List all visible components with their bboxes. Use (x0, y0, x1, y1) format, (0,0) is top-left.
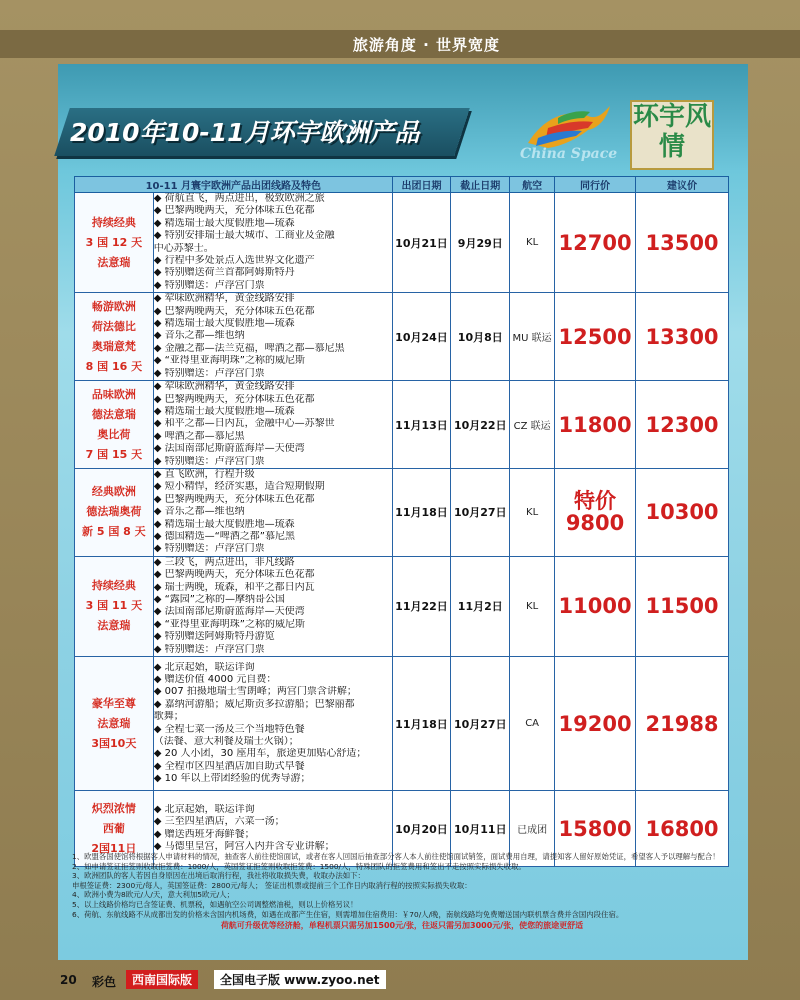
deadline-date: 10月11日 (451, 791, 510, 867)
route-name-line: 7 国 15 天 (85, 447, 143, 461)
slogan: 旅游角度 · 世界宽度 (352, 36, 500, 54)
page-title: 2010年10-11月环宇欧洲产品 (70, 118, 420, 147)
table-row (75, 468, 729, 556)
col-header-route: 10-11 月寰宇欧洲产品出团线路及特色 (75, 177, 393, 193)
table-row (75, 556, 729, 656)
feature-line: ◆ 20 人小团，30 座用车，旅途更加贴心舒适； (153, 748, 367, 760)
table-row (75, 381, 729, 469)
route-name-line: 法意瑞 (97, 716, 131, 730)
note-line: 6、荷航、东航线路不从成都出发的价格未含国内机场费，如遇在成都产生住宿，则需增加住宿费用：￥70/人/晚，南航线路均免费赠送国内联机票含费并含国内段住宿。 (72, 909, 624, 919)
deadline-date: 10月27日 (451, 657, 510, 791)
airline: KL (510, 193, 555, 293)
feature-line: ◆ 德国精选—“啤酒之都”慕尼黑 (153, 530, 295, 542)
route-name-line: 经典欧洲 (91, 485, 136, 499)
departure-date: 10月21日 (392, 193, 451, 293)
feature-line: ◆ 特别赠送：卢浮宫门票 (153, 643, 265, 655)
feature-line: ◆ 特别赠送阿姆斯特丹游览 (153, 631, 275, 643)
feature-line: ◆ 巴黎两晚两天，充分体味五色花都 (153, 493, 315, 505)
route-features (153, 468, 392, 556)
feature-line: ◆ 和平之都—日内瓦，金融中心—苏黎世 (153, 418, 335, 430)
route-name (75, 381, 154, 469)
route-name-line: 奥比荷 (97, 427, 131, 441)
route-name-line: 豪华至尊 (91, 696, 136, 710)
feature-line: ◆ 巴黎两晚两天，充分体味五色花都 (153, 305, 315, 317)
suggested-price: 10300 (636, 468, 729, 556)
airline: CZ 联运 (510, 381, 555, 469)
airline: KL (510, 468, 555, 556)
route-name-line: 持续经典 (91, 215, 136, 229)
col-header-peer-price: 同行价 (555, 177, 636, 193)
suggested-price: 12300 (636, 381, 729, 469)
feature-line: ◆ 啤酒之都—慕尼黑 (153, 430, 245, 442)
airline: KL (510, 556, 555, 656)
airline: 已成团 (510, 791, 555, 867)
deadline-date: 10月27日 (451, 468, 510, 556)
feature-line: ◆ 全程市区四星酒店加自助式早餐 (153, 760, 305, 772)
suggested-price: 13500 (636, 193, 729, 293)
peer-price: 12700 (555, 193, 636, 293)
route-name-line: 德法意瑞 (91, 407, 136, 421)
feature-line: ◆ 特别赠送：卢浮宫门票 (153, 543, 265, 555)
feature-line: ◆ 特别赠送：卢浮宫门票 (153, 279, 265, 291)
peer-price: 19200 (555, 657, 636, 791)
departure-date: 10月24日 (392, 293, 451, 381)
route-name-line: 奥瑞意梵 (91, 339, 136, 353)
logo-en: China Space (520, 146, 618, 162)
feature-line: ◆ 巴黎两晚两天，充分体味五色花都 (153, 205, 315, 217)
departure-date: 10月20日 (392, 791, 451, 867)
route-name-line: 3国10天 (91, 736, 137, 750)
suggested-price: 11500 (636, 556, 729, 656)
route-name-line: 德法瑞奥荷 (86, 505, 142, 519)
route-name-line: 持续经典 (91, 579, 136, 593)
product-table (74, 176, 729, 867)
route-name-line: 炽烈浓情 (91, 801, 136, 815)
route-features (153, 193, 392, 293)
peer-price: 11000 (555, 556, 636, 656)
peer-price: 11800 (555, 381, 636, 469)
deadline-date: 11月2日 (451, 556, 510, 656)
route-name (75, 657, 154, 791)
route-name-line: 西葡 (102, 821, 125, 835)
feature-line: ◆ 音乐之都—维也纳 (153, 506, 245, 518)
feature-line: ◆ 007 拍摄地瑞士雪朗峰；两宫门票含讲解； (153, 686, 357, 698)
feature-line: ◆ 巴黎两晚两天，充分体味五色花都 (153, 569, 315, 581)
suggested-price: 21988 (636, 657, 729, 791)
feature-line: ◆ “亚得里亚海明珠”之称的威尼斯 (153, 618, 305, 630)
departure-date: 11月18日 (392, 468, 451, 556)
feature-line: ◆ 精选瑞士最大度假胜地—琉森 (153, 318, 295, 330)
logo (518, 98, 718, 170)
route-name-line: 法意瑞 (97, 619, 131, 633)
deadline-date: 9月29日 (451, 193, 510, 293)
notes (72, 852, 732, 931)
feature-line: 歌舞； (153, 711, 184, 723)
route-features (153, 556, 392, 656)
page-number: 20 (60, 973, 77, 987)
note-line: 2、如申请签证拒签则收取拒签费：1000/人，英国签证拒签则收取拒签费：1500/人，特殊团队的拒签费用和签出不走按照实际损失收取。 (72, 861, 526, 871)
feature-line: （法餐、意大利餐及瑞士火锅）； (153, 735, 299, 747)
feature-line: ◆ 马德里皇宫，阿宫入内并含专业讲解； (153, 840, 335, 852)
route-name-line: 品味欧洲 (91, 387, 136, 401)
feature-line: ◆ 巴黎两晚两天，充分体味五色花都 (153, 393, 315, 405)
route-name-line: 8 国 16 天 (85, 359, 143, 373)
edition-label: 西南国际版 (126, 970, 198, 989)
departure-date: 11月22日 (392, 556, 451, 656)
route-features (153, 381, 392, 469)
route-features (153, 293, 392, 381)
route-name-line: 法意瑞 (97, 255, 131, 269)
route-name-line: 畅游欧洲 (91, 299, 136, 313)
table-header-row (75, 177, 729, 193)
deadline-date: 10月8日 (451, 293, 510, 381)
peer-price: 15800 (555, 791, 636, 867)
feature-line: ◆ 嘉纳河游船；威尼斯贡多拉游船；巴黎丽都 (153, 698, 355, 710)
feature-line: ◆ 全程七菜一汤及三个当地特色餐 (153, 723, 305, 735)
feature-line: ◆ 瑞士两晚，琉森，和平之都日内瓦 (153, 581, 315, 593)
suggested-price: 16800 (636, 791, 729, 867)
airline: MU 联运 (510, 293, 555, 381)
feature-line: ◆ 特别安排瑞士最大城市、工商业及金融 (153, 230, 335, 242)
feature-line: ◆ 三至四星酒店，六菜一汤； (153, 816, 285, 828)
route-name (75, 556, 154, 656)
route-name-line: 2国11日 (91, 841, 137, 855)
feature-line: ◆ 法国南部尼斯蔚蓝海岸—天使湾 (153, 606, 305, 618)
table-body (75, 193, 729, 867)
feature-line: ◆ 赠送西班牙海鲜餐； (153, 828, 255, 840)
feature-line: ◆ 10 年以上带团经验的优秀导游； (153, 773, 311, 785)
route-features (153, 657, 392, 791)
feature-line: ◆ 荷航直飞，两点进出，极致欧洲之旅 (153, 193, 325, 204)
feature-line: ◆ 法国南部尼斯蔚蓝海岸—天使湾 (153, 443, 305, 455)
feature-line: ◆ 直飞欧洲，行程升级 (153, 468, 255, 480)
departure-date: 11月13日 (392, 381, 451, 469)
note-line: 申根签证费：2300元/每人，英国签证费：2800元/每人； 签证出机票或提前三个工作日内取消行程的按照实际损失收取： (72, 880, 472, 890)
route-name-line: 3 国 12 天 (85, 235, 143, 249)
feature-line: ◆ 北京起始，联运详询 (153, 661, 255, 673)
feature-line: ◆ 特别赠送荷兰首都阿姆斯特丹 (153, 267, 295, 279)
feature-line: ◆ 荤味欧洲精华，黄金线路安排 (153, 293, 295, 305)
logo-cn-text: 环宇风情 (632, 102, 711, 162)
table-row (75, 193, 729, 293)
airline: CA (510, 657, 555, 791)
feature-line: ◆ 精选瑞士最大度假胜地—琉森 (153, 405, 295, 417)
feature-line: ◆ 三段飞，两点进出，非凡线路 (153, 556, 295, 568)
website-link[interactable]: 全国电子版 www.zyoo.net (214, 970, 386, 989)
feature-line: ◆ 行程中多处景点入选世界文化遗产 (153, 255, 315, 267)
route-name (75, 193, 154, 293)
col-header-suggested-price: 建议价 (636, 177, 729, 193)
highlight-note: 荷航可升级优等经济舱，单程机票只需另加1500元/张，往返只需另加3000元/张，使您的旅途更舒适 (220, 921, 584, 931)
peer-price: 特价 9800 (555, 468, 636, 556)
feature-line: ◆ 荤味欧洲精华，黄金线路安排 (153, 381, 295, 393)
table-row (75, 293, 729, 381)
feature-line: ◆ 北京起始，联运详询 (153, 803, 255, 815)
route-name (75, 293, 154, 381)
departure-date: 11月18日 (392, 657, 451, 791)
suggested-price: 13300 (636, 293, 729, 381)
route-name (75, 468, 154, 556)
feature-line: ◆ 精选瑞士最大度假胜地—琉森 (153, 518, 295, 530)
route-name-line: 新 5 国 8 天 (82, 525, 146, 539)
notes-list (72, 852, 732, 919)
feature-line: ◆ 赠送价值 4000 元自费： (153, 673, 277, 685)
note-line: 5、以上线路价格均已含签证费、机票税，如遇航空公司调整燃油税，则以上价格另议！ (72, 899, 358, 909)
route-name-line: 3 国 11 天 (85, 599, 143, 613)
note-line: 1、欧盟各国使馆将根据客人申请材料的情况，抽查客人前往使馆面试，或者在客人回国后抽查部分客人本人前往使馆面试销签，面试费用自理，请提知客人留好原始凭证，希望客人予以理解与配合！ (72, 852, 720, 861)
col-header-end: 截止日期 (451, 177, 510, 193)
peer-price: 12500 (555, 293, 636, 381)
table-row (75, 657, 729, 791)
col-header-dep: 出团日期 (392, 177, 451, 193)
feature-line: ◆ 短小精悍，经济实惠，适合短期假期 (153, 481, 325, 493)
feature-line: ◆ “露园”之称的—摩纳哥公国 (153, 594, 285, 605)
feature-line: ◆ 音乐之都—维也纳 (153, 330, 245, 342)
feature-line: ◆ 特别赠送：卢浮宫门票 (153, 367, 265, 379)
logo-cn (630, 100, 714, 170)
feature-line: ◆ 特别赠送：卢浮宫门票 (153, 455, 265, 467)
note-line: 4、欧洲小费为8欧元/人/天，意大利加5欧元/人； (72, 890, 235, 900)
color-label: 彩色 (92, 975, 117, 989)
feature-line: ◆ “亚得里亚海明珠”之称的威尼斯 (153, 355, 305, 367)
note-line: 3、欧洲团队的客人若因自身原因在出境后取消行程，我社将收取损失费，收取办法如下： (72, 871, 365, 881)
feature-line: 中心苏黎士。 (153, 242, 214, 254)
feature-line: ◆ 精选瑞士最大度假胜地—琉森 (153, 217, 295, 229)
route-name-line: 荷法德比 (91, 319, 136, 333)
deadline-date: 10月22日 (451, 381, 510, 469)
col-header-air: 航空 (510, 177, 555, 193)
feature-line: ◆ 金融之都—法兰克福，啤酒之都—慕尼黑 (153, 342, 345, 354)
